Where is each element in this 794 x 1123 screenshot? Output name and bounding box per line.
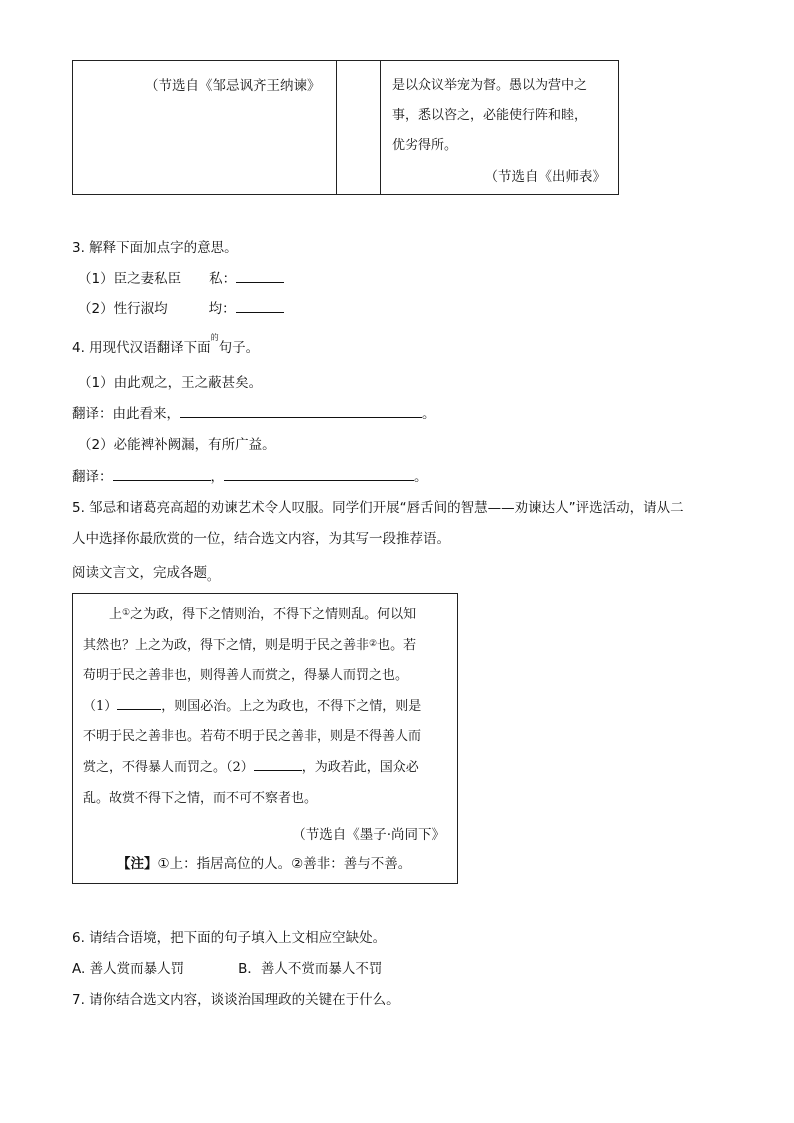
passage-text-run: 赏之，不得暴人而罚之。（2） [83,759,254,775]
footnote-marker: ② [369,638,378,649]
passage-blank-1[interactable] [117,695,161,710]
item-phrase: 性行淑均 [113,301,168,317]
question-5-line-1: 5. 邹忌和诸葛亮高超的劝谏艺术令人叹服。同学们开展“唇舌间的智慧——劝谏达人”评选活动，请从二 [72,500,684,516]
question-4-translation-1 [72,402,436,422]
passage-source: （节选自《墨子·尚同下》 [292,827,445,843]
right-source-label: （节选自《出师表》 [484,169,606,185]
right-passage-text [392,71,617,161]
answer-blank[interactable] [113,466,211,481]
passage-line [83,600,449,631]
note-text: ①上：指居高位的人。②善非：善与不善。 [157,856,412,872]
question-3-title: 3. 解释下面加点字的意思。 [72,240,238,256]
passage-line: 苟明于民之善非也，则得善人而赏之，得暴人而罚之也。 [83,668,409,684]
passage-line [83,692,449,723]
answer-blank[interactable] [224,466,414,481]
passage-text-run: ，为政若此，国众必 [301,759,419,775]
question-4-title-end: 句子。 [218,340,260,356]
answer-blank[interactable] [236,268,284,283]
passage-line [83,631,449,662]
right-passage-line: 优劣得所。 [392,138,458,153]
translation-end: 。 [414,469,428,485]
passage-text-run: 之为政，得下之情则治，不得下之情则乱。何以知 [130,607,417,622]
table-cell-left [73,61,337,194]
option-a[interactable]: A. 善人赏而暴人罚 [72,961,185,977]
passage-text-run: 其然也？上之为政，得下之情，则是明于民之善非 [83,637,370,653]
item-phrase: 臣之妻私臣 [113,271,182,287]
question-4-title-mark: 的 [210,333,219,342]
question-7-title: 7. 请你结合选文内容，谈谈治国理政的关键在于什么。 [72,992,400,1008]
translation-comma: ， [210,469,224,485]
translation-label: 翻译：由此看来， [72,406,180,422]
passage-note [117,852,411,872]
question-4-sentence-1: （1）由此观之，王之蔽甚矣。 [78,375,263,391]
left-source-label: （节选自《邹忌讽齐王纳谏》 [145,78,321,94]
translation-label: 翻译： [72,469,113,485]
table-cell-middle [336,61,381,194]
passage-text-run: 也。若 [377,637,417,653]
passage-line [83,753,449,784]
question-4-translation-2 [72,465,428,485]
question-3-item-1 [78,267,284,287]
question-4-title-text: 4. 用现代汉语翻译下面 [72,340,211,356]
passage-text [83,600,449,814]
question-3-item-2 [78,297,284,317]
note-label: 【注】 [117,856,158,872]
reading-intro [72,561,219,581]
reading-intro-dot: 。 [207,569,220,583]
item-word: 私： [209,271,237,287]
passage-line: 乱。故赏不得下之情，而不可不察者也。 [83,790,318,806]
classical-passage-box [72,593,458,884]
question-4-sentence-2: （2）必能裨补阙漏，有所广益。 [78,437,276,453]
answer-blank[interactable] [236,298,284,313]
table-cell-right [380,61,618,194]
footnote-marker: ① [122,608,131,618]
comparison-table [72,60,619,195]
passage-text-run: （1） [83,698,118,714]
question-5-line-2: 人中选择你最欣赏的一位，结合选文内容，为其写一段推荐语。 [72,531,450,547]
passage-blank-2[interactable] [254,756,302,771]
right-passage-line: 事，悉以咨之，必能使行阵和睦， [392,108,588,123]
question-4-title [72,333,260,356]
passage-text-run: 上 [109,607,123,622]
answer-blank[interactable] [180,403,422,418]
translation-end: 。 [422,406,436,422]
item-number: （2） [78,301,114,317]
passage-text-run: ，则国必治。上之为政也，不得下之情，则是 [161,698,422,714]
item-number: （1） [78,271,114,287]
question-6-options [72,957,382,977]
question-6-title: 6. 请结合语境，把下面的句子填入上文相应空缺处。 [72,930,387,946]
passage-line: 不明于民之善非也。若苟不明于民之善非，则是不得善人而 [83,729,422,745]
item-word: 均： [208,301,236,317]
right-passage-line: 是以众议举宠为督。愚以为营中之 [392,78,588,93]
reading-intro-text: 阅读文言文，完成各题 [72,565,207,581]
option-b[interactable]: B．善人不赏而暴人不罚 [238,961,383,977]
